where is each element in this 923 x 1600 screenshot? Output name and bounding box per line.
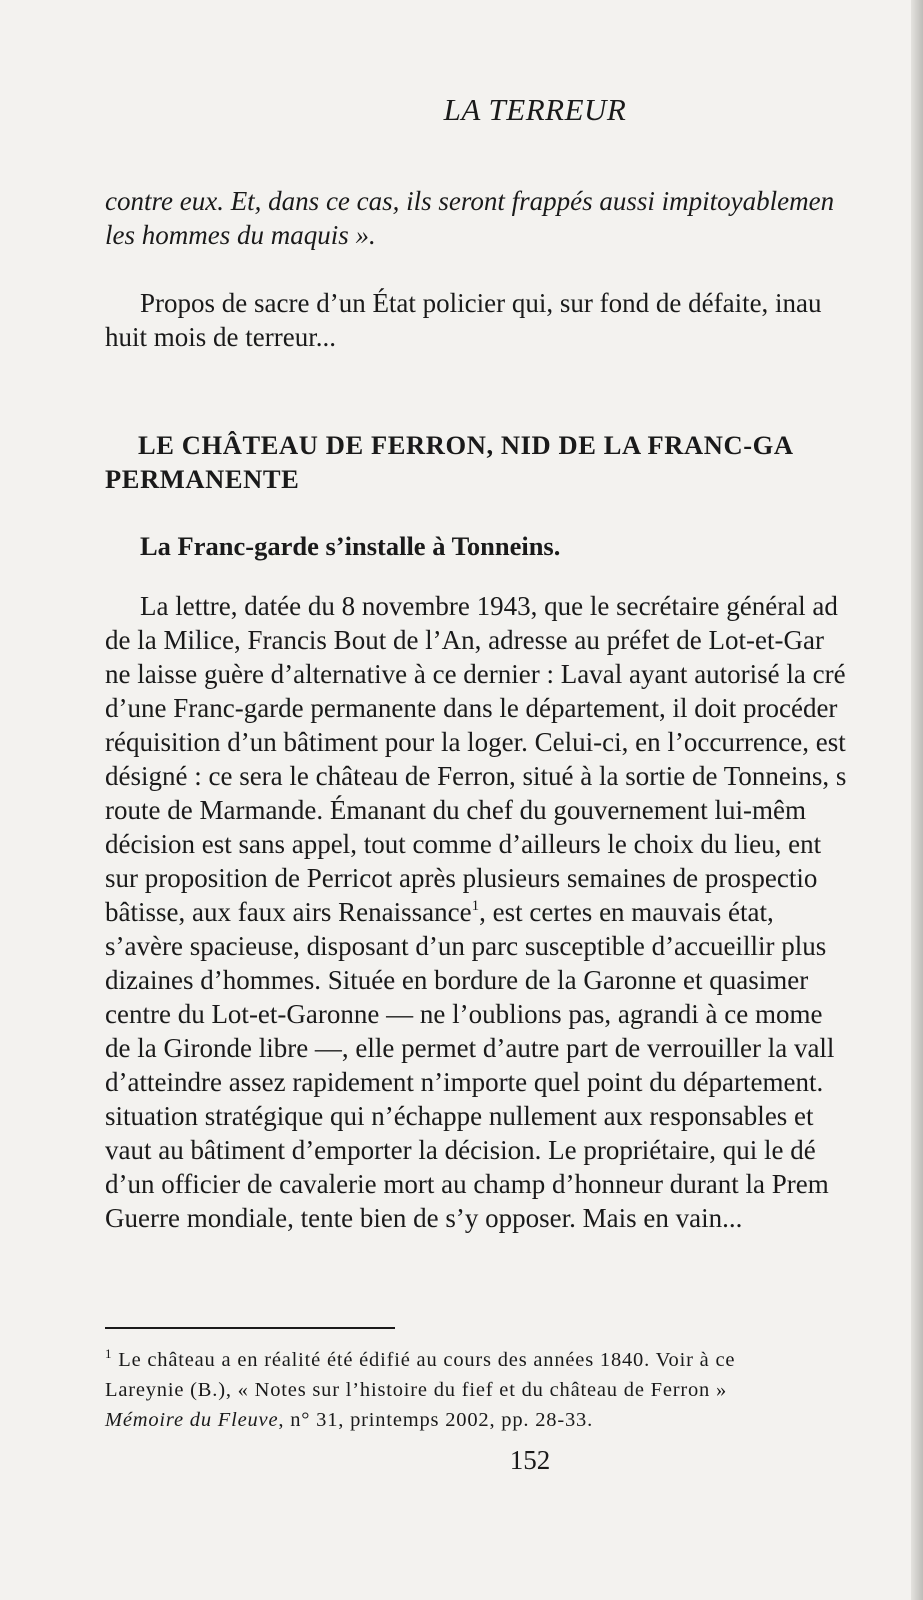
- paragraph-3-line-13: centre du Lot-et-Garonne — ne l’oublions pas, agrandi à ce mome: [105, 999, 823, 1029]
- line-10-end: , est certes en mauvais état,: [479, 897, 774, 927]
- paragraph-3-line-16: situation stratégique qui n’échappe nullement aux responsables et: [105, 1101, 814, 1131]
- paragraph-3-line-15: d’atteindre assez rapidement n’importe quel point du département.: [105, 1067, 824, 1097]
- paragraph-2-line-2: huit mois de terreur...: [105, 322, 336, 352]
- footnote-line-2: Lareynie (B.), « Notes sur l’histoire du fief et du château de Ferron »: [105, 1379, 728, 1401]
- paragraph-3-line-7: route de Marmande. Émanant du chef du gouvernement lui-mêm: [105, 795, 807, 825]
- paragraph-3-line-2: de la Milice, Francis Bout de l’An, adresse au préfet de Lot-et-Gar: [105, 625, 824, 655]
- quote-line-2: les hommes du maquis ».: [105, 220, 376, 250]
- running-header: LA TERREUR: [443, 92, 627, 127]
- paragraph-3-line-12: dizaines d’hommes. Située en bordure de la Garonne et quasimer: [105, 965, 809, 995]
- footnote-marker: 1: [105, 1346, 113, 1361]
- section-heading: [105, 428, 923, 496]
- paragraph-3-line-17: vaut au bâtiment d’emporter la décision. Le propriétaire, qui le dé: [105, 1135, 816, 1165]
- footnote-text-1: Le château a en réalité été édifié au cours des années 1840. Voir à ce: [118, 1349, 736, 1371]
- page-number: 152: [509, 1445, 551, 1475]
- paragraph-3-line-5: réquisition d’un bâtiment pour la loger. Celui-ci, en l’occurrence, est: [105, 727, 846, 757]
- footnote-separator: [105, 1327, 395, 1329]
- paragraph-3-line-14: de la Gironde libre —, elle permet d’autre part de verrouiller la vall: [105, 1033, 835, 1063]
- paragraph-3-line-18: d’un officier de cavalerie mort au champ d’honneur durant la Prem: [105, 1169, 829, 1199]
- line-10-start: bâtisse, aux faux airs Renaissance: [105, 897, 472, 927]
- paragraph-3-line-9: sur proposition de Perricot après plusieurs semaines de prospectio: [105, 863, 818, 893]
- footnote-line-1: [105, 1345, 923, 1375]
- quote-line-1: contre eux. Et, dans ce cas, ils seront frappés aussi impitoyablemen: [105, 186, 835, 216]
- paragraph-3-line-6: désigné : ce sera le château de Ferron, situé à la sortie de Tonneins, s: [105, 761, 847, 791]
- section-heading-line-1: LE CHÂTEAU DE FERRON, NID DE LA FRANC-GA: [138, 430, 794, 460]
- journal-title: Mémoire du Fleuve: [105, 1409, 279, 1431]
- paragraph-3-line-11: s’avère spacieuse, disposant d’un parc susceptible d’accueillir plus: [105, 931, 827, 961]
- footnote-reference: 1: [471, 898, 480, 914]
- paragraph-3-line-4: d’une Franc-garde permanente dans le département, il doit procéder: [105, 693, 838, 723]
- paragraph-3-line-3: ne laisse guère d’alternative à ce dernier : Laval ayant autorisé la cré: [105, 659, 846, 689]
- footnote-line-3: [105, 1405, 923, 1435]
- paragraph-3-line-10: [105, 895, 923, 929]
- subsection-heading: La Franc-garde s’installe à Tonneins.: [140, 531, 561, 561]
- paragraph-2-line-1: Propos de sacre d’un État policier qui, sur fond de défaite, inau: [140, 288, 822, 318]
- paragraph-3-line-19: Guerre mondiale, tente bien de s’y opposer. Mais en vain...: [105, 1203, 743, 1233]
- section-heading-line-2: PERMANENTE: [105, 464, 300, 494]
- footnote: [105, 1345, 923, 1435]
- footnote-text-3: , n° 31, printemps 2002, pp. 28-33.: [278, 1409, 593, 1431]
- paragraph-3-line-1: La lettre, datée du 8 novembre 1943, que le secrétaire général ad: [140, 591, 838, 621]
- paragraph-3-line-8: décision est sans appel, tout comme d’ailleurs le choix du lieu, ent: [105, 829, 822, 859]
